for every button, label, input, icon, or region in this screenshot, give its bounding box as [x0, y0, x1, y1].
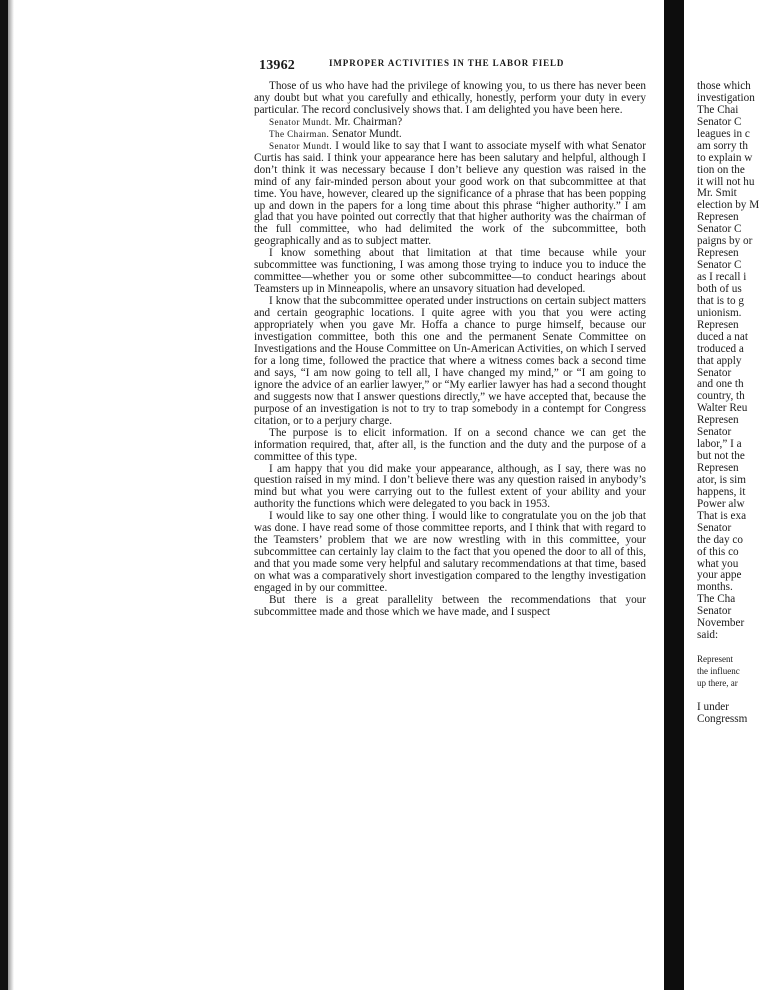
- right-page-line: Senator: [697, 521, 732, 534]
- paragraph: I am happy that you did make your appearance, although, as I say, there was no question raised in my mind. I don’t believe there was any question raised in anybody’s mind but what you were carrying out to the fullest extent of your ability and your authority the functions which were delegated to you back in 1953.: [254, 462, 646, 511]
- page-number: 13962: [259, 58, 295, 73]
- paragraph: [254, 117, 646, 129]
- right-page-line: of this co: [697, 545, 739, 558]
- main-text-column: [254, 81, 646, 619]
- right-page-line: ator, is sim: [697, 473, 746, 486]
- right-page-line: The Chai: [697, 103, 739, 116]
- right-page-line: country, th: [697, 390, 745, 403]
- right-page-line: that apply: [697, 354, 742, 367]
- right-page-line: labor,” I a: [697, 438, 742, 451]
- right-page-line: those which: [697, 80, 751, 92]
- right-page-line: tion on the: [697, 163, 745, 176]
- paragraph: The purpose is to elicit information. If on a second chance we can get the information required, that, after all, is the function and the duty and the purpose of a committee of this type.: [254, 426, 646, 463]
- right-page-line: the day co: [697, 533, 743, 546]
- right-page-line: and one th: [697, 378, 744, 391]
- right-page-line: I under: [697, 700, 729, 713]
- paragraph: [254, 141, 646, 249]
- right-page-line: that is to g: [697, 294, 744, 307]
- right-page-line: Senator: [697, 366, 732, 379]
- right-page-line: unionism.: [697, 306, 742, 319]
- right-page-line: Senator C: [697, 259, 742, 272]
- right-page-line: [697, 690, 763, 702]
- right-page-line: what you: [697, 557, 739, 570]
- right-page-line: up there, ar: [697, 677, 738, 688]
- speech-text: Mr. Chairman?: [331, 115, 403, 128]
- right-page-line: am sorry th: [697, 139, 748, 152]
- paragraph: I know that the subcommittee operated under instructions on certain subject matters and certain geographic locations. I quite agree with you that you were acting appropriately when you gave Mr. Hoffa a chance to purge himself, because our investigation committee, both this one and the permanent Senate Committee on Investigations and the House Committee on Un-American Activities, on which I served for a long time, followed the practice that where a witness comes back a second time and says, “I am now going to tell all, I have changed my mind,” or “I am going to ignore the advice of an earlier lawyer,” or “My earlier lawyer has had a second thought and suggests now that I answer questions directly,” we have accepted that, because the purpose of an investigation is not to try to trap somebody in a contempt for Congress citation, or to a perjury charge.: [254, 295, 646, 427]
- right-page-line: but not the: [697, 450, 745, 463]
- scan-border-left: [0, 0, 8, 990]
- paragraph: Those of us who have had the privilege of knowing you, to us there has never been any doubt but what you carefully and ethically, honestly, perform your duty in every particular. The record conclusively shows that. I am delighted you have been here.: [254, 80, 646, 116]
- right-page-line: investigation: [697, 91, 755, 104]
- running-head: [259, 56, 659, 74]
- right-page-line: both of us: [697, 282, 742, 295]
- right-page-line: to explain w: [697, 151, 753, 164]
- speech-text: I would like to say that I want to associate myself with what Senator Curtis has said. I think your appearance here has been salutary and helpful, although I don’t think it was necessary because I don’t believe any question was raised in the mind of any fair-minded person about your good work on that subcommittee at that time. You have, however, cleared up the significance of a phrase that has been popping up and down in the papers for a long time about this phrase “higher authority.” I am glad that you have pointed out correctly that that higher authority was the chairman of the full committee, who had delimited the work of the subcommittee, both geographically and as to subject matter.: [254, 139, 646, 248]
- paragraph: I know something about that limitation at that time because while your subcommittee was functioning, I was among those trying to induce you to induce the committee—whether you or some other subcommittee—to conduct hearings about Teamsters up in Minneapolis, where an unsavory situation had developed.: [254, 247, 646, 296]
- right-page-line: Represen: [697, 414, 739, 427]
- right-page-line: election by M: [697, 199, 760, 212]
- right-page-line: That is exa: [697, 509, 747, 522]
- right-page-line: your appe: [697, 569, 742, 582]
- right-page-line: [697, 642, 763, 654]
- right-page-line: Senator C: [697, 223, 742, 236]
- right-page-line: paigns by or: [697, 235, 753, 248]
- right-page-line: leagues in c: [697, 127, 750, 140]
- right-page-line: happens, it: [697, 485, 746, 498]
- book-gutter: [664, 0, 684, 990]
- paragraph: I would like to say one other thing. I would like to congratulate you on the job that was done. I have read some of those committee reports, and I think that with regard to the Teamsters’ problem that we are now wrestling with in this committee, your subcommittee can certainly lay claim to the fact that you opened the door to all of this, and that you made some very helpful and salutary recommendations at that time, based on what was a comparatively short investigation compared to the lengthy investigation engaged in by our committee.: [254, 510, 646, 595]
- right-page-line: duced a nat: [697, 330, 748, 343]
- right-page-line: Represen: [697, 247, 739, 260]
- right-page-line: months.: [697, 581, 733, 594]
- speaker-name: Senator Mundt.: [269, 116, 332, 127]
- right-page-line: Senator: [697, 605, 732, 618]
- speaker-name: Senator Mundt.: [269, 140, 333, 151]
- right-page-line: troduced a: [697, 342, 744, 355]
- right-page-line: said:: [697, 629, 719, 642]
- right-page-text: [697, 81, 763, 726]
- right-page-line: Mr. Smit: [697, 187, 737, 200]
- right-page-line: Senator: [697, 426, 732, 439]
- right-page-line: as I recall i: [697, 271, 747, 283]
- right-page-line: Power alw: [697, 497, 745, 510]
- paragraph: But there is a great parallelity between the recommendations that your subcommittee made and those which we have made, and I suspect: [254, 593, 646, 618]
- right-page-line: Congressm: [697, 712, 748, 725]
- right-page-line: Walter Reu: [697, 402, 748, 415]
- right-page-line: the influenc: [697, 665, 740, 676]
- right-page-line: Senator C: [697, 115, 742, 128]
- right-page-line: November: [697, 617, 745, 630]
- speech-text: Senator Mundt.: [329, 127, 402, 140]
- right-page-line: it will not hu: [697, 175, 755, 188]
- running-title: IMPROPER ACTIVITIES IN THE LABOR FIELD: [329, 58, 565, 68]
- right-page-line: Represen: [697, 211, 739, 224]
- right-page-line: The Cha: [697, 593, 736, 606]
- right-page-line: Represen: [697, 462, 739, 474]
- right-page-line: Represent: [697, 654, 733, 664]
- right-page-line: Represen: [697, 318, 739, 331]
- speaker-name: The Chairman.: [269, 128, 330, 139]
